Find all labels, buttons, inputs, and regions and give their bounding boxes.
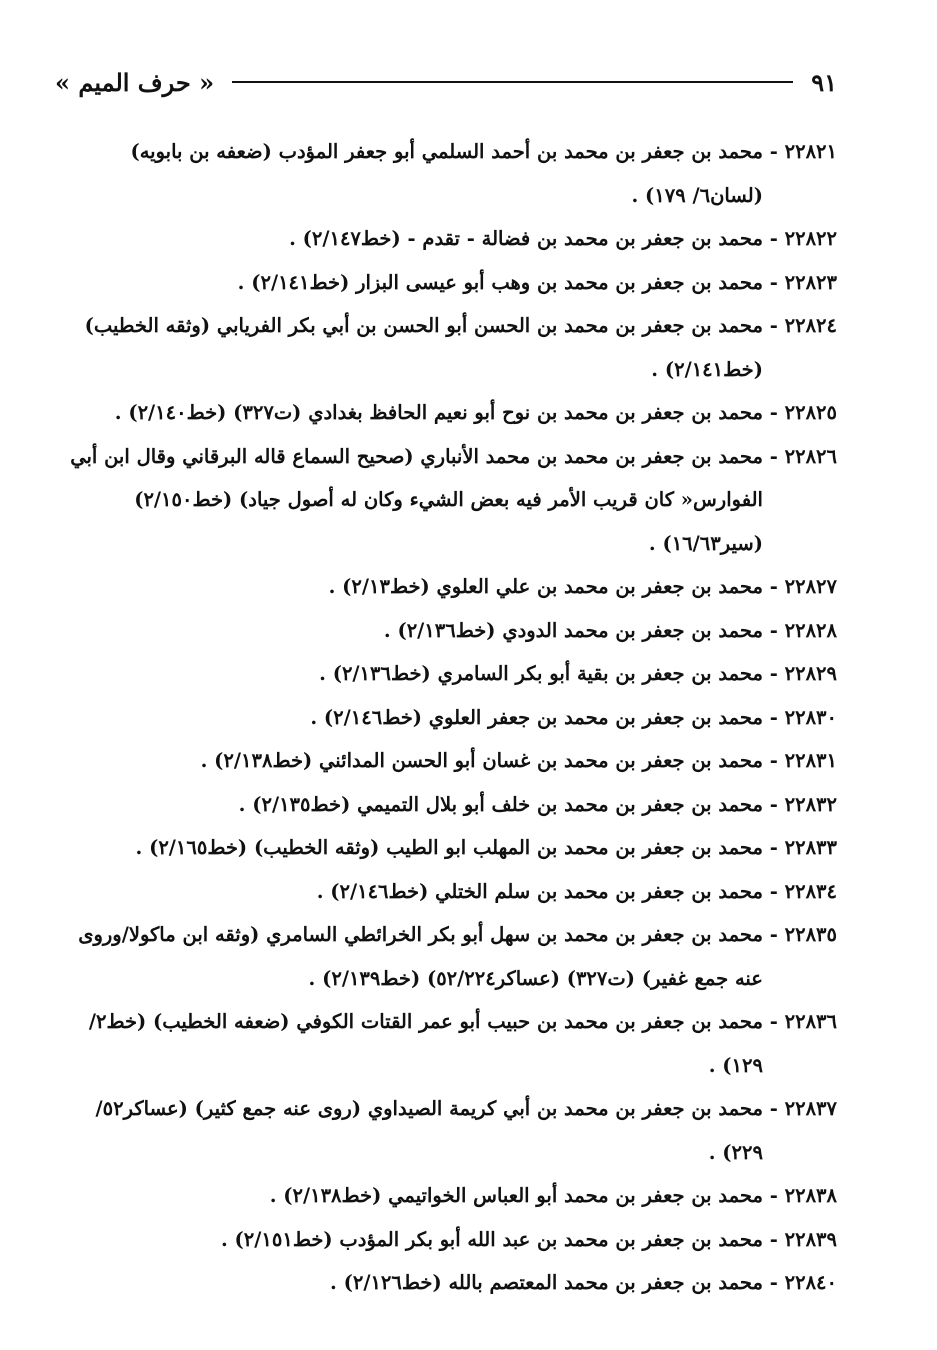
entry [62,1000,837,1087]
entry-number: ٢٢٨٣٨ - [769,1184,837,1207]
entry-text: محمد بن جعفر بن محمد بن وهب أبو عيسى البزار (خط٢/١٤١) . [237,270,763,294]
entry-number: ٢٢٨٢٣ - [769,270,837,294]
entry [62,217,837,261]
page-number: ٩١ [811,67,837,97]
entry [62,391,837,435]
entry-list [62,130,837,1305]
entry [62,1174,837,1218]
entry-text: محمد بن جعفر بن محمد بن غسان أبو الحسن المدائني (خط٢/١٣٨) . [200,749,763,772]
entry [62,1087,837,1174]
entry-text: محمد بن جعفر بن محمد أبو العباس الخواتيمي (خط٢/١٣٨) . [269,1184,763,1207]
entry-text: محمد بن جعفر بن محمد بن محمد الأنباري (صحيح السماع قاله البرقاني وقال ابن أبي الفوارس« كان قريب الأمر فيه بعض الشيء وكان له أصول جياد) (خط٢/١٥٠) (سير١٦/٦٣) . [70,444,763,555]
entry [62,609,837,653]
entry-number: ٢٢٨٣١ - [769,749,837,772]
entry [62,1261,837,1305]
entry-number: ٢٢٨٣٢ - [769,792,837,816]
entry-number: ٢٢٨٢٨ - [769,618,837,642]
entry [62,826,837,870]
entry-text: محمد بن جعفر بن محمد بن الحسن أبو الحسن بن أبي بكر الفريابي (وثقه الخطيب) (خط٢/١٤١) . [84,314,763,381]
entry [62,130,837,217]
entry-number: ٢٢٨٢٧ - [769,575,837,598]
entry-text: محمد بن جعفر بن محمد بن فضالة - تقدم - (خط٢/١٤٧) . [289,227,763,250]
chapter-title: « حرف الميم » [55,67,215,97]
header-rule [232,81,793,83]
entry-number: ٢٢٨٤٠ - [769,1271,837,1294]
entry-number: ٢٢٨٢١ - [769,140,837,163]
entry-text: محمد بن جعفر بن محمد بن سهل أبو بكر الخرائطي السامري (وثقه ابن ماكولا/وروى عنه جمع غفير) (ت٣٢٧) (عساكر٥٢/٢٢٤) (خط٢/١٣٩) . [78,923,763,990]
entry [62,783,837,827]
entry [62,304,837,391]
entry [62,913,837,1000]
entry-number: ٢٢٨٣٠ - [769,705,837,729]
entry-text: محمد بن جعفر بن محمد بن خلف أبو بلال التميمي (خط٢/١٣٥) . [238,792,763,816]
entry-text: محمد بن جعفر بن محمد بن أحمد السلمي أبو جعفر المؤدب (ضعفه بن بابويه) (لسان٦/ ١٧٩) . [130,140,763,207]
entry-number: ٢٢٨٢٩ - [769,662,837,685]
entry [62,739,837,783]
entry [62,261,837,305]
entry-number: ٢٢٨٣٤ - [769,879,837,903]
entry-text: محمد بن جعفر بن محمد بن علي العلوي (خط٢/١٣) . [328,575,763,598]
entry-text: محمد بن جعفر بن محمد بن سلم الختلي (خط٢/١٤٦) . [316,879,763,903]
entry-number: ٢٢٨٣٥ - [769,923,837,946]
entry [62,435,837,566]
entry-text: محمد بن جعفر بن بقية أبو بكر السامري (خط٢/١٣٦) . [319,662,763,685]
entry [62,652,837,696]
entry-number: ٢٢٨٢٥ - [769,401,837,424]
page-header [55,62,837,102]
entry-number: ٢٢٨٢٦ - [769,444,837,468]
entry-number: ٢٢٨٢٤ - [769,314,837,337]
entry [62,696,837,740]
entry [62,565,837,609]
entry-text: محمد بن جعفر بن محمد بن المهلب ابو الطيب (وثقه الخطيب) (خط٢/١٦٥) . [135,836,763,859]
entry-number: ٢٢٨٣٣ - [769,836,837,859]
entry-text: محمد بن جعفر بن محمد بن نوح أبو نعيم الحافظ بغدادي (ت٣٢٧) (خط٢/١٤٠) . [114,401,763,424]
entry-number: ٢٢٨٢٢ - [769,227,837,250]
entry [62,1218,837,1262]
entry-number: ٢٢٨٣٦ - [769,1010,837,1033]
entry-text: محمد بن جعفر بن محمد بن عبد الله أبو بكر المؤدب (خط٢/١٥١) . [220,1227,763,1251]
entry-text: محمد بن جعفر بن محمد الدودي (خط٢/١٣٦) . [383,618,763,642]
entry-text: محمد بن جعفر بن محمد المعتصم بالله (خط٢/١٢٦) . [330,1271,763,1294]
entry [62,870,837,914]
entry-number: ٢٢٨٣٩ - [769,1227,837,1251]
entry-text: محمد بن جعفر بن محمد بن جعفر العلوي (خط٢/١٤٦) . [310,705,763,729]
entry-text: محمد بن جعفر بن محمد بن أبي كريمة الصيداوي (روى عنه جمع كثير) (عساكر٥٢/ ٢٢٩) . [95,1097,763,1164]
entry-number: ٢٢٨٣٧ - [769,1097,837,1120]
entry-text: محمد بن جعفر بن محمد بن حبيب أبو عمر القتات الكوفي (ضعفه الخطيب) (خط٢/ ١٢٩) . [88,1010,763,1077]
